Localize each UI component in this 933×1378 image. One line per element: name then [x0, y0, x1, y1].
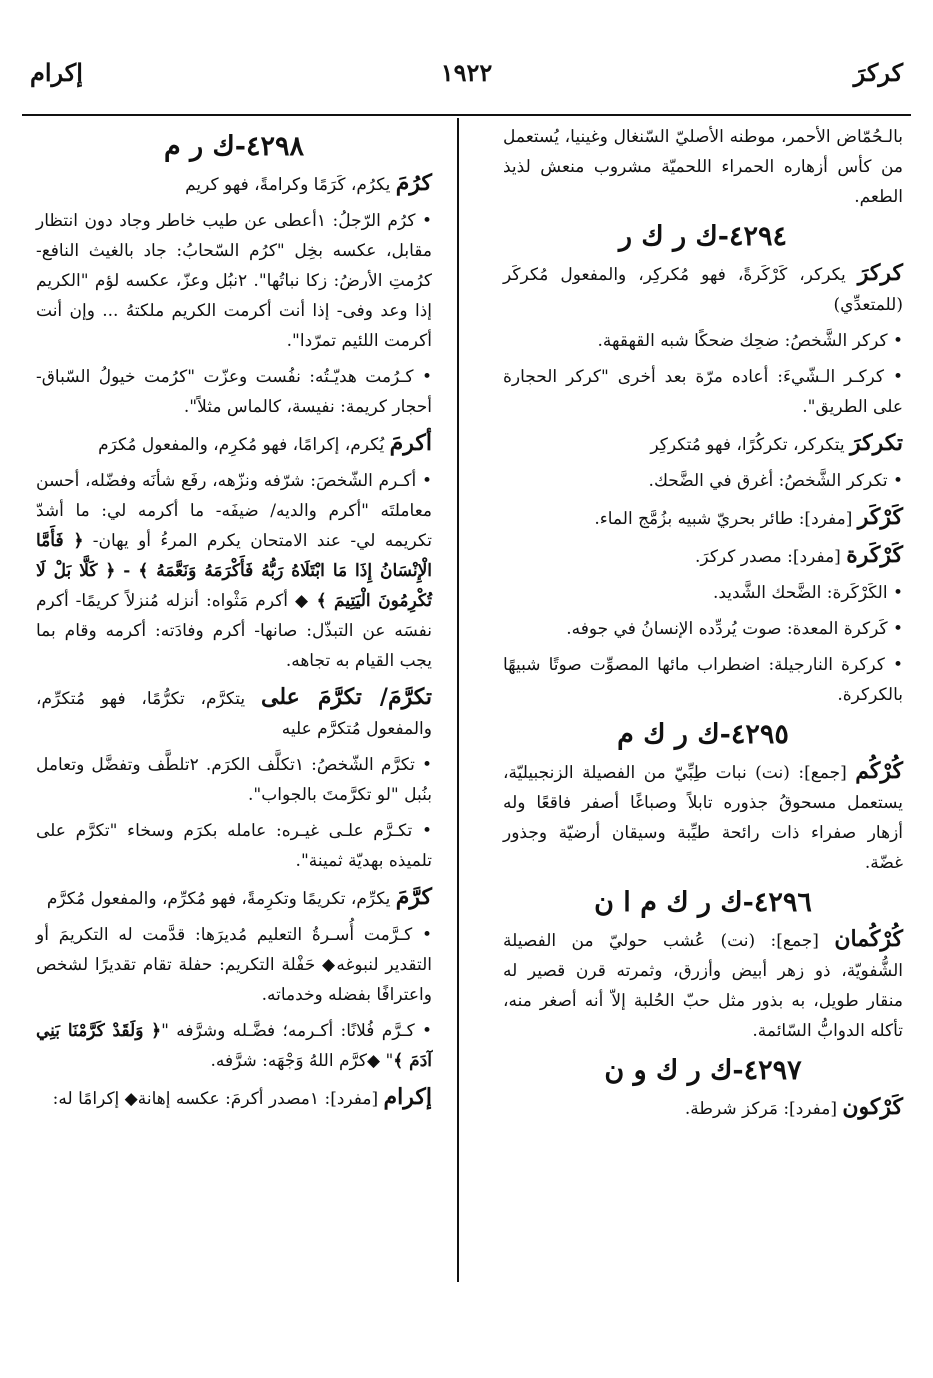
sense: • كـرُمت هديّـتُه: نفُست وعزّت "كرُمت خيولُ السّباق- أحجار كريمة: نفيسة، كالماس مثلاً".	[36, 362, 432, 422]
header-rule	[22, 114, 911, 116]
entry-4294-lemma-2	[503, 428, 903, 460]
header-last-word: إكرام	[30, 58, 83, 87]
lemma-definition: [جمع]: (نت) عُشب حوليّ من الفصيلة الشُّفويّة، ذو زهر أبيض وأزرق، وثمرته قرن قصير له منقار طويل، به بذور مثل حبّ الحُلبة إلاّ أنه أصغر منه، تأكله الدوابُّ السّائمة.	[503, 931, 903, 1041]
entry-4296-body	[503, 924, 903, 1046]
lemma-forms: يتكركر، تكركُرًا، فهو مُتكركِر	[650, 435, 845, 455]
entry-4294-lemma	[503, 258, 903, 320]
sense: • كركر الشَّخصُ: ضحِك ضحكًا شبه القهقهة.	[503, 326, 903, 356]
sense: • تكركر الشَّخصُ: أغرق في الضَّحك.	[503, 466, 903, 496]
lemma: كَرْكَر	[857, 504, 903, 530]
lemma-definition: [مفرد]: مصدر كركرَ.	[695, 547, 841, 567]
lemma: تكرَّمَ/ تكرَّمَ على	[260, 684, 432, 710]
lemma: كُرْكُم	[855, 758, 903, 784]
lemma-definition: [مفرد]: طائر بحريّ شبيه بزُمَّج الماء.	[594, 509, 853, 529]
lemma-definition: [مفرد]: مَركز شرطة.	[684, 1099, 837, 1119]
lemma-forms: يكرِّم، تكريمًا وتكرِمةً، فهو مُكرِّم، والمفعول مُكرَّم	[46, 889, 391, 909]
sense: • كرُم الرّجلُ: ١أعطى عن طيب خاطر وجاد دون انتظار مقابل، عكسه بخِل "كرُم السّحابُ: جاد بالغيث النافع- كرُمتِ الأرضُ: زكا نباتُها". ٢نبُل وعزّ، عكسه لؤم "الكريم إذا وعد وفى- إذا أنت أكرمت الكريم ملكتهُ ... وإن أنت أكرمت اللئيم تمرّدا".	[36, 206, 432, 356]
sense: • تكرَّم الشّخصُ: ١تكلَّف الكرَم. ٢تلطَّف وتفضَّل وتعامل بنُبل "لو تكرَّمتَ بالجواب".	[36, 750, 432, 810]
continued-definition: بالـحُمّاض الأحمر، موطنه الأصليّ السّنغال وغينيا، يُستعمل من كأس أزهاره الحمراء اللحميّة مشروب منعش لذيذ الطعم.	[503, 127, 903, 207]
entry-4298-lemma-2	[36, 428, 432, 460]
entry-4296-head: ٤٢٩٦-ك ر ك م ا ن	[594, 887, 812, 918]
entry-4295-body	[503, 756, 903, 878]
entry-4298-lemma	[36, 168, 432, 200]
sense	[36, 466, 432, 676]
column-separator	[457, 118, 459, 1282]
lemma: كركرَ	[857, 260, 903, 286]
lemma-forms: يُكرم، إكرامًا، فهو مُكرِم، والمفعول مُكرَم	[98, 435, 385, 455]
entry-4294-head: ٤٢٩٤-ك ر ك ر	[618, 221, 787, 252]
lemma: كُرْكُمان	[834, 926, 904, 952]
lemma-forms: يتكرَّم، تكرُّمًا، فهو مُتكرِّم، والمفعول مُتكرَّم عليه	[36, 689, 432, 739]
sense: • كَركرة المعدة: صوت يُردِّده الإنسانُ في جوفه.	[503, 614, 903, 644]
sense-text: ◆ أكرم مَثْواه: أنزله مُنزلاً كريمًا- أكرم نفسَه عن التبذّل: صانها- أكرم وفادَته: أكرمه وقام بما يجب القيام به تجاهه.	[36, 591, 432, 671]
lemma: كرَّمَ	[395, 884, 432, 910]
lemma: كَرْكون	[842, 1094, 903, 1120]
sense: • كركرة النارجيلة: اضطراب مائها المصوِّت صوتًا شبيهًا بالكركرة.	[503, 650, 903, 710]
sense-text: كـرَّم فُلانًا: أكـرمه؛ فضَّـله وشرَّفه "	[161, 1021, 415, 1041]
entry-4298-lemma-5	[36, 1082, 432, 1114]
page-header	[30, 58, 903, 98]
sense: • كـرَّمت أُسـرةُ التعليم مُديرَها: قدَّمت له التكريمَ أو التقدير لنبوغه◆ حَفْلة التكريم: حفلة تقام تقديرًا لشخص واعترافًا بفضله وخدماته.	[36, 920, 432, 1010]
sense: • الكَرْكَرة: الضَّحك الشَّديد.	[503, 578, 903, 608]
entry-4298-head: ٤٢٩٨-ك ر م	[163, 131, 305, 162]
entry-4297-body	[503, 1092, 903, 1124]
entry-4297-head: ٤٢٩٧-ك ر ك و ن	[604, 1055, 802, 1086]
quran-quote: ﴿ وَلَقَدْ كَرَّمْنَا بَنِي آدَمَ ﴾	[36, 1021, 432, 1071]
sense: • كركـر الـشّيءَ: أعاده مرّة بعد أخرى "كركر الحجارة على الطريق".	[503, 362, 903, 422]
lemma: تكركرَ	[849, 430, 903, 456]
entry-4298-lemma-3	[36, 682, 432, 744]
entry-4294-lemma-3	[503, 502, 903, 534]
lemma: كَرْكَرة	[846, 542, 903, 568]
entry-4294-lemma-4	[503, 540, 903, 572]
lemma-definition: [جمع]: (نت) نبات طِبِّيّ من الفصيلة الزنجبيليّة، يستعمل مسحوقُ جذوره تابلاً وصباغًا أصفر فاقعًا وله أزهار صفراء ذات رائحة طيِّبة وسيقان أرضيّة وجذور غضّة.	[503, 763, 903, 873]
entry-4298-lemma-4	[36, 882, 432, 914]
sense-text: " ◆كرَّم اللهُ وَجْهَه: شرَّفه.	[210, 1051, 394, 1071]
header-first-word: كركرَ	[853, 58, 903, 87]
sense: • تكـرَّم علـى غيـره: عامله بكرَم وسخاء "تكرَّم على تلميذه بهديّة ثمينة".	[36, 816, 432, 876]
left-column	[36, 122, 432, 1120]
lemma-forms: يكركر، كَرْكَرةً، فهو مُكركِر، والمفعول مُكركَر (للمتعدِّي)	[503, 265, 903, 315]
right-column	[503, 122, 903, 1130]
sense	[36, 1016, 432, 1076]
lemma: كرُمَ	[395, 170, 432, 196]
lemma-forms: يكرُم، كَرَمًا وكرامةً، فهو كريم	[185, 175, 391, 195]
sense-text: أكـرم الشّخصَ: شرّفه ونزّهه، رفَع شأنَه وفضّله، أحسن معاملتَه "أكرم والديه/ ضيفَه- ما أكرمه لي: ما أشدّ تكريمه لي- عند الامتحان يكرم المرءُ أو يهان-	[36, 471, 432, 551]
lemma: إكرام	[383, 1084, 432, 1110]
lemma: أكرمَ	[389, 430, 432, 456]
entry-4295-head: ٤٢٩٥-ك ر ك م	[617, 719, 789, 750]
lemma-definition: [مفرد]: ١مصدر أكرمَ: عكسه إهانة◆ إكرامًا له:	[52, 1089, 379, 1109]
page-number: ١٩٢٢	[440, 58, 493, 87]
quran-quote: ﴿ فَأَمَّا الْإِنْسَانُ إِذَا مَا ابْتَلَاهُ رَبُّهُ فَأَكْرَمَهُ وَنَعَّمَهُ ﴾ - ﴿ كَلَّا بَلْ لَا تُكْرِمُونَ الْيَتِيمَ ﴾	[36, 531, 432, 611]
